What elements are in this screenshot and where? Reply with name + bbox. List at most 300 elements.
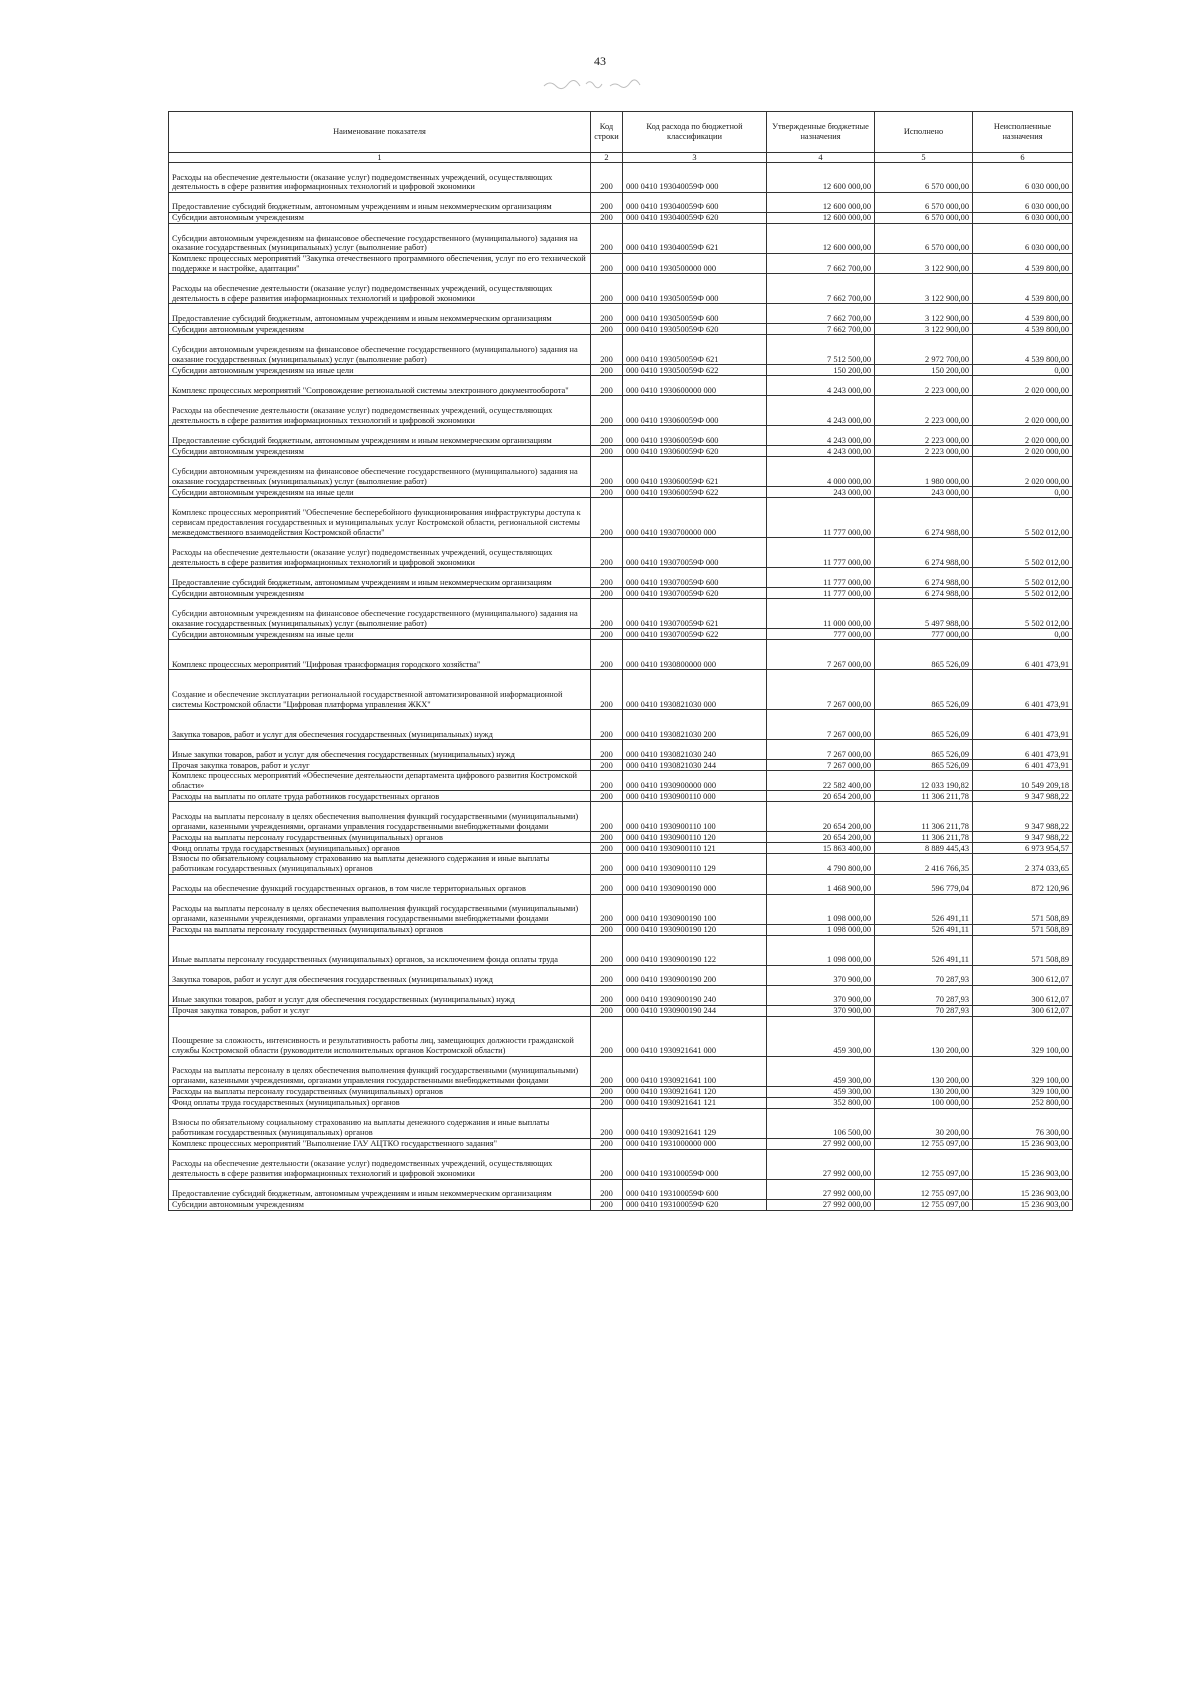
- unexecuted-amount-cell: 0,00: [973, 487, 1073, 498]
- approved-amount-cell: 370 900,00: [767, 1005, 875, 1016]
- indicator-name-cell: Субсидии автономным учреждениям на финансовое обеспечение государственного (муниципального) задания на оказание государственных (муниципальных) услуг (выполнение работ): [169, 224, 591, 254]
- indicator-name-cell: Расходы на выплаты персоналу государственных (муниципальных) органов: [169, 1086, 591, 1097]
- approved-amount-cell: 4 243 000,00: [767, 376, 875, 396]
- budget-code-cell: 000 0410 1930900110 129: [623, 854, 767, 874]
- table-row: [169, 588, 1073, 599]
- executed-amount-cell: 865 526,09: [875, 760, 973, 771]
- unexecuted-amount-cell: 300 612,07: [973, 1005, 1073, 1016]
- unexecuted-amount-cell: 252 800,00: [973, 1097, 1073, 1108]
- line-code-cell: 200: [591, 670, 623, 710]
- line-code-cell: 200: [591, 396, 623, 426]
- executed-amount-cell: 243 000,00: [875, 487, 973, 498]
- budget-code-cell: 000 0410 193070059Ф 620: [623, 588, 767, 599]
- approved-amount-cell: 370 900,00: [767, 985, 875, 1005]
- approved-amount-cell: 777 000,00: [767, 629, 875, 640]
- budget-code-cell: 000 0410 193100059Ф 620: [623, 1199, 767, 1210]
- indicator-name-cell: Комплекс процессных мероприятий "Обеспечение бесперебойного функционирования инфраструктуры доступа к сервисам предоставления государственных и муниципальных услуг Костромской области, региональной системы межведомственного взаимодействия Костромской области": [169, 498, 591, 538]
- budget-code-cell: 000 0410 1930900110 120: [623, 832, 767, 843]
- column-number-row: [169, 153, 1073, 163]
- table-row: [169, 760, 1073, 771]
- approved-amount-cell: 11 777 000,00: [767, 538, 875, 568]
- approved-amount-cell: 20 654 200,00: [767, 791, 875, 802]
- column-number: 5: [875, 153, 973, 163]
- unexecuted-amount-cell: 6 401 473,91: [973, 640, 1073, 670]
- budget-code-cell: 000 0410 193040059Ф 621: [623, 224, 767, 254]
- unexecuted-amount-cell: 15 236 903,00: [973, 1149, 1073, 1179]
- executed-amount-cell: 526 491,11: [875, 935, 973, 965]
- executed-amount-cell: 3 122 900,00: [875, 254, 973, 274]
- executed-amount-cell: 6 274 988,00: [875, 568, 973, 588]
- budget-code-cell: 000 0410 193100059Ф 600: [623, 1179, 767, 1199]
- executed-amount-cell: 2 223 000,00: [875, 396, 973, 426]
- executed-amount-cell: 11 306 211,78: [875, 802, 973, 832]
- executed-amount-cell: 1 980 000,00: [875, 457, 973, 487]
- approved-amount-cell: 1 468 900,00: [767, 874, 875, 894]
- table-row: [169, 802, 1073, 832]
- line-code-cell: 200: [591, 640, 623, 670]
- table-row: [169, 274, 1073, 304]
- line-code-cell: 200: [591, 193, 623, 213]
- unexecuted-amount-cell: 571 508,89: [973, 935, 1073, 965]
- indicator-name-cell: Субсидии автономным учреждениям на иные цели: [169, 629, 591, 640]
- indicator-name-cell: Предоставление субсидий бюджетным, автономным учреждениям и иным некоммерческим организациям: [169, 1179, 591, 1199]
- approved-amount-cell: 150 200,00: [767, 365, 875, 376]
- budget-code-cell: 000 0410 193070059Ф 600: [623, 568, 767, 588]
- budget-code-cell: 000 0410 1930600000 000: [623, 376, 767, 396]
- approved-amount-cell: 1 098 000,00: [767, 894, 875, 924]
- line-code-cell: 200: [591, 1056, 623, 1086]
- unexecuted-amount-cell: 9 347 988,22: [973, 802, 1073, 832]
- indicator-name-cell: Фонд оплаты труда государственных (муниципальных) органов: [169, 1097, 591, 1108]
- budget-code-cell: 000 0410 193060059Ф 622: [623, 487, 767, 498]
- unexecuted-amount-cell: 872 120,96: [973, 874, 1073, 894]
- table-row: [169, 965, 1073, 985]
- executed-amount-cell: 70 287,93: [875, 1005, 973, 1016]
- table-row: [169, 538, 1073, 568]
- budget-code-cell: 000 0410 1930700000 000: [623, 498, 767, 538]
- unexecuted-amount-cell: 5 502 012,00: [973, 568, 1073, 588]
- table-row: [169, 740, 1073, 760]
- budget-code-cell: 000 0410 193070059Ф 621: [623, 599, 767, 629]
- executed-amount-cell: 865 526,09: [875, 670, 973, 710]
- unexecuted-amount-cell: 6 401 473,91: [973, 710, 1073, 740]
- line-code-cell: 200: [591, 935, 623, 965]
- approved-amount-cell: 7 267 000,00: [767, 640, 875, 670]
- executed-amount-cell: 8 889 445,43: [875, 843, 973, 854]
- indicator-name-cell: Субсидии автономным учреждениям на иные цели: [169, 487, 591, 498]
- executed-amount-cell: 100 000,00: [875, 1097, 973, 1108]
- table-row: [169, 304, 1073, 324]
- unexecuted-amount-cell: 2 020 000,00: [973, 457, 1073, 487]
- table-row: [169, 640, 1073, 670]
- executed-amount-cell: 12 755 097,00: [875, 1149, 973, 1179]
- indicator-name-cell: Расходы на обеспечение деятельности (оказание услуг) подведомственных учреждений, осуществляющих деятельность в сфере развития информационных технологий и цифровой экономики: [169, 163, 591, 193]
- unexecuted-amount-cell: 329 100,00: [973, 1056, 1073, 1086]
- table-row: [169, 629, 1073, 640]
- indicator-name-cell: Закупка товаров, работ и услуг для обеспечения государственных (муниципальных) нужд: [169, 965, 591, 985]
- table-row: [169, 670, 1073, 710]
- header-executed: Исполнено: [875, 112, 973, 153]
- table-row: [169, 1138, 1073, 1149]
- line-code-cell: 200: [591, 599, 623, 629]
- indicator-name-cell: Комплекс процессных мероприятий "Сопровождение региональной системы электронного документооборота": [169, 376, 591, 396]
- line-code-cell: 200: [591, 163, 623, 193]
- table-row: [169, 457, 1073, 487]
- budget-code-cell: 000 0410 1930921641 121: [623, 1097, 767, 1108]
- approved-amount-cell: 15 863 400,00: [767, 843, 875, 854]
- budget-code-cell: 000 0410 1930900110 121: [623, 843, 767, 854]
- unexecuted-amount-cell: 15 236 903,00: [973, 1138, 1073, 1149]
- approved-amount-cell: 1 098 000,00: [767, 924, 875, 935]
- budget-execution-table: [168, 111, 1073, 1211]
- line-code-cell: 200: [591, 324, 623, 335]
- table-row: [169, 1199, 1073, 1210]
- indicator-name-cell: Предоставление субсидий бюджетным, автономным учреждениям и иным некоммерческим организациям: [169, 426, 591, 446]
- unexecuted-amount-cell: 5 502 012,00: [973, 538, 1073, 568]
- budget-code-cell: 000 0410 193040059Ф 600: [623, 193, 767, 213]
- approved-amount-cell: 459 300,00: [767, 1086, 875, 1097]
- budget-code-cell: 000 0410 193070059Ф 000: [623, 538, 767, 568]
- unexecuted-amount-cell: 2 020 000,00: [973, 426, 1073, 446]
- approved-amount-cell: 4 243 000,00: [767, 446, 875, 457]
- budget-code-cell: 000 0410 1930821030 000: [623, 670, 767, 710]
- executed-amount-cell: 865 526,09: [875, 640, 973, 670]
- table-row: [169, 710, 1073, 740]
- budget-code-cell: 000 0410 1930821030 200: [623, 710, 767, 740]
- unexecuted-amount-cell: 76 300,00: [973, 1108, 1073, 1138]
- table-row: [169, 1097, 1073, 1108]
- approved-amount-cell: 20 654 200,00: [767, 832, 875, 843]
- budget-code-cell: 000 0410 193060059Ф 600: [623, 426, 767, 446]
- line-code-cell: 200: [591, 376, 623, 396]
- table-row: [169, 213, 1073, 224]
- line-code-cell: 200: [591, 894, 623, 924]
- unexecuted-amount-cell: 15 236 903,00: [973, 1179, 1073, 1199]
- approved-amount-cell: 7 267 000,00: [767, 710, 875, 740]
- unexecuted-amount-cell: 0,00: [973, 365, 1073, 376]
- approved-amount-cell: 11 000 000,00: [767, 599, 875, 629]
- line-code-cell: 200: [591, 588, 623, 599]
- budget-code-cell: 000 0410 1930900190 200: [623, 965, 767, 985]
- table-row: [169, 498, 1073, 538]
- unexecuted-amount-cell: 571 508,89: [973, 924, 1073, 935]
- unexecuted-amount-cell: 4 539 800,00: [973, 335, 1073, 365]
- executed-amount-cell: 526 491,11: [875, 924, 973, 935]
- indicator-name-cell: Субсидии автономным учреждениям на финансовое обеспечение государственного (муниципального) задания на оказание государственных (муниципальных) услуг (выполнение работ): [169, 599, 591, 629]
- budget-code-cell: 000 0410 1930921641 120: [623, 1086, 767, 1097]
- indicator-name-cell: Субсидии автономным учреждениям: [169, 324, 591, 335]
- indicator-name-cell: Расходы на выплаты персоналу государственных (муниципальных) органов: [169, 924, 591, 935]
- page-number: 43: [594, 54, 606, 68]
- line-code-cell: 200: [591, 335, 623, 365]
- line-code-cell: 200: [591, 224, 623, 254]
- line-code-cell: 200: [591, 924, 623, 935]
- approved-amount-cell: 7 512 500,00: [767, 335, 875, 365]
- budget-code-cell: 000 0410 193100059Ф 000: [623, 1149, 767, 1179]
- table-row: [169, 324, 1073, 335]
- line-code-cell: 200: [591, 538, 623, 568]
- approved-amount-cell: 27 992 000,00: [767, 1179, 875, 1199]
- indicator-name-cell: Субсидии автономным учреждениям: [169, 588, 591, 599]
- indicator-name-cell: Расходы на обеспечение функций государственных органов, в том числе территориальных органов: [169, 874, 591, 894]
- table-row: [169, 771, 1073, 791]
- indicator-name-cell: Субсидии автономным учреждениям: [169, 213, 591, 224]
- table-row: [169, 487, 1073, 498]
- table-row: [169, 568, 1073, 588]
- indicator-name-cell: Субсидии автономным учреждениям: [169, 446, 591, 457]
- executed-amount-cell: 6 274 988,00: [875, 588, 973, 599]
- table-row: [169, 224, 1073, 254]
- table-row: [169, 599, 1073, 629]
- executed-amount-cell: 30 200,00: [875, 1108, 973, 1138]
- line-code-cell: 200: [591, 874, 623, 894]
- header-indicator-name: Наименование показателя: [169, 112, 591, 153]
- unexecuted-amount-cell: 4 539 800,00: [973, 254, 1073, 274]
- approved-amount-cell: 11 777 000,00: [767, 588, 875, 599]
- approved-amount-cell: 4 000 000,00: [767, 457, 875, 487]
- indicator-name-cell: Иные выплаты персоналу государственных (муниципальных) органов, за исключением фонда оплаты труда: [169, 935, 591, 965]
- indicator-name-cell: Фонд оплаты труда государственных (муниципальных) органов: [169, 843, 591, 854]
- budget-code-cell: 000 0410 1930900190 122: [623, 935, 767, 965]
- approved-amount-cell: 459 300,00: [767, 1016, 875, 1056]
- approved-amount-cell: 7 662 700,00: [767, 324, 875, 335]
- indicator-name-cell: Субсидии автономным учреждениям на иные цели: [169, 365, 591, 376]
- line-code-cell: 200: [591, 304, 623, 324]
- table-row: [169, 365, 1073, 376]
- unexecuted-amount-cell: 4 539 800,00: [973, 274, 1073, 304]
- indicator-name-cell: Предоставление субсидий бюджетным, автономным учреждениям и иным некоммерческим организациям: [169, 193, 591, 213]
- column-number: 1: [169, 153, 591, 163]
- approved-amount-cell: 12 600 000,00: [767, 213, 875, 224]
- header-approved: Утвержденные бюджетные назначения: [767, 112, 875, 153]
- table-row: [169, 1179, 1073, 1199]
- approved-amount-cell: 4 243 000,00: [767, 396, 875, 426]
- line-code-cell: 200: [591, 1179, 623, 1199]
- line-code-cell: 200: [591, 985, 623, 1005]
- budget-code-cell: 000 0410 1930921641 100: [623, 1056, 767, 1086]
- budget-code-cell: 000 0410 193050059Ф 622: [623, 365, 767, 376]
- table-row: [169, 396, 1073, 426]
- budget-code-cell: 000 0410 193050059Ф 000: [623, 274, 767, 304]
- column-number: 4: [767, 153, 875, 163]
- unexecuted-amount-cell: 4 539 800,00: [973, 324, 1073, 335]
- budget-code-cell: 000 0410 1930500000 000: [623, 254, 767, 274]
- table-row: [169, 843, 1073, 854]
- indicator-name-cell: Расходы на обеспечение деятельности (оказание услуг) подведомственных учреждений, осуществляющих деятельность в сфере развития информационных технологий и цифровой экономики: [169, 396, 591, 426]
- line-code-cell: 200: [591, 802, 623, 832]
- line-code-cell: 200: [591, 213, 623, 224]
- indicator-name-cell: Взносы по обязательному социальному страхованию на выплаты денежного содержания и иные выплаты работникам государственных (муниципальных) органов: [169, 1108, 591, 1138]
- table-row: [169, 1149, 1073, 1179]
- indicator-name-cell: Расходы на выплаты персоналу государственных (муниципальных) органов: [169, 832, 591, 843]
- table-row: [169, 924, 1073, 935]
- indicator-name-cell: Расходы на выплаты по оплате труда работников государственных органов: [169, 791, 591, 802]
- executed-amount-cell: 2 972 700,00: [875, 335, 973, 365]
- indicator-name-cell: Комплекс процессных мероприятий "Выполнение ГАУ АЦТКО государственного задания": [169, 1138, 591, 1149]
- budget-code-cell: 000 0410 193070059Ф 622: [623, 629, 767, 640]
- line-code-cell: 200: [591, 1097, 623, 1108]
- line-code-cell: 200: [591, 487, 623, 498]
- executed-amount-cell: 6 570 000,00: [875, 163, 973, 193]
- table-row: [169, 935, 1073, 965]
- table-row: [169, 1108, 1073, 1138]
- approved-amount-cell: 27 992 000,00: [767, 1199, 875, 1210]
- executed-amount-cell: 2 416 766,35: [875, 854, 973, 874]
- line-code-cell: 200: [591, 1199, 623, 1210]
- approved-amount-cell: 11 777 000,00: [767, 498, 875, 538]
- unexecuted-amount-cell: 2 020 000,00: [973, 376, 1073, 396]
- budget-code-cell: 000 0410 193050059Ф 620: [623, 324, 767, 335]
- line-code-cell: 200: [591, 832, 623, 843]
- budget-code-cell: 000 0410 1930900190 100: [623, 894, 767, 924]
- approved-amount-cell: 7 267 000,00: [767, 740, 875, 760]
- line-code-cell: 200: [591, 457, 623, 487]
- approved-amount-cell: 20 654 200,00: [767, 802, 875, 832]
- approved-amount-cell: 27 992 000,00: [767, 1138, 875, 1149]
- indicator-name-cell: Субсидии автономным учреждениям на финансовое обеспечение государственного (муниципального) задания на оказание государственных (муниципальных) услуг (выполнение работ): [169, 457, 591, 487]
- table-row: [169, 335, 1073, 365]
- approved-amount-cell: 12 600 000,00: [767, 163, 875, 193]
- unexecuted-amount-cell: 2 374 033,65: [973, 854, 1073, 874]
- line-code-cell: 200: [591, 446, 623, 457]
- indicator-name-cell: Предоставление субсидий бюджетным, автономным учреждениям и иным некоммерческим организациям: [169, 568, 591, 588]
- budget-code-cell: 000 0410 1930900110 000: [623, 791, 767, 802]
- table-row: [169, 1005, 1073, 1016]
- line-code-cell: 200: [591, 1138, 623, 1149]
- budget-code-cell: 000 0410 1930900190 120: [623, 924, 767, 935]
- executed-amount-cell: 6 570 000,00: [875, 193, 973, 213]
- table-row: [169, 193, 1073, 213]
- executed-amount-cell: 3 122 900,00: [875, 274, 973, 304]
- table-row: [169, 854, 1073, 874]
- unexecuted-amount-cell: 6 973 954,57: [973, 843, 1073, 854]
- indicator-name-cell: Прочая закупка товаров, работ и услуг: [169, 1005, 591, 1016]
- approved-amount-cell: 370 900,00: [767, 965, 875, 985]
- indicator-name-cell: Взносы по обязательному социальному страхованию на выплаты денежного содержания и иные выплаты работникам государственных (муниципальных) органов: [169, 854, 591, 874]
- line-code-cell: 200: [591, 254, 623, 274]
- column-number: 2: [591, 153, 623, 163]
- indicator-name-cell: Создание и обеспечение эксплуатации региональной государственной автоматизированной информационной системы Костромской области "Цифровая платформа управления ЖКХ": [169, 670, 591, 710]
- approved-amount-cell: 11 777 000,00: [767, 568, 875, 588]
- indicator-name-cell: Расходы на обеспечение деятельности (оказание услуг) подведомственных учреждений, осуществляющих деятельность в сфере развития информационных технологий и цифровой экономики: [169, 538, 591, 568]
- executed-amount-cell: 777 000,00: [875, 629, 973, 640]
- unexecuted-amount-cell: 6 401 473,91: [973, 740, 1073, 760]
- unexecuted-amount-cell: 571 508,89: [973, 894, 1073, 924]
- budget-code-cell: 000 0410 193060059Ф 000: [623, 396, 767, 426]
- table-row: [169, 1056, 1073, 1086]
- indicator-name-cell: Субсидии автономным учреждениям на финансовое обеспечение государственного (муниципального) задания на оказание государственных (муниципальных) услуг (выполнение работ): [169, 335, 591, 365]
- indicator-name-cell: Комплекс процессных мероприятий «Обеспечение деятельности департамента цифрового развития Костромской области»: [169, 771, 591, 791]
- header-row: [169, 112, 1073, 153]
- line-code-cell: 200: [591, 1016, 623, 1056]
- unexecuted-amount-cell: 0,00: [973, 629, 1073, 640]
- indicator-name-cell: Расходы на выплаты персоналу в целях обеспечения выполнения функций государственными (муниципальными) органами, казенными учреждениями, органами управления государственными внебюджетными фондами: [169, 894, 591, 924]
- approved-amount-cell: 12 600 000,00: [767, 193, 875, 213]
- approved-amount-cell: 7 662 700,00: [767, 274, 875, 304]
- unexecuted-amount-cell: 9 347 988,22: [973, 832, 1073, 843]
- unexecuted-amount-cell: 329 100,00: [973, 1086, 1073, 1097]
- executed-amount-cell: 150 200,00: [875, 365, 973, 376]
- unexecuted-amount-cell: 6 030 000,00: [973, 213, 1073, 224]
- table-row: [169, 832, 1073, 843]
- unexecuted-amount-cell: 10 549 209,18: [973, 771, 1073, 791]
- line-code-cell: 200: [591, 965, 623, 985]
- table-row: [169, 163, 1073, 193]
- unexecuted-amount-cell: 300 612,07: [973, 965, 1073, 985]
- unexecuted-amount-cell: 300 612,07: [973, 985, 1073, 1005]
- approved-amount-cell: 106 500,00: [767, 1108, 875, 1138]
- table-row: [169, 254, 1073, 274]
- budget-code-cell: 000 0410 193050059Ф 600: [623, 304, 767, 324]
- line-code-cell: 200: [591, 771, 623, 791]
- line-code-cell: 200: [591, 1086, 623, 1097]
- indicator-name-cell: Прочая закупка товаров, работ и услуг: [169, 760, 591, 771]
- line-code-cell: 200: [591, 710, 623, 740]
- line-code-cell: 200: [591, 629, 623, 640]
- indicator-name-cell: Расходы на обеспечение деятельности (оказание услуг) подведомственных учреждений, осуществляющих деятельность в сфере развития информационных технологий и цифровой экономики: [169, 274, 591, 304]
- unexecuted-amount-cell: 6 030 000,00: [973, 224, 1073, 254]
- approved-amount-cell: 243 000,00: [767, 487, 875, 498]
- header-line-code: Код строки: [591, 112, 623, 153]
- executed-amount-cell: 2 223 000,00: [875, 426, 973, 446]
- executed-amount-cell: 865 526,09: [875, 740, 973, 760]
- executed-amount-cell: 11 306 211,78: [875, 791, 973, 802]
- budget-code-cell: 000 0410 193060059Ф 620: [623, 446, 767, 457]
- executed-amount-cell: 6 274 988,00: [875, 498, 973, 538]
- executed-amount-cell: 6 570 000,00: [875, 213, 973, 224]
- approved-amount-cell: 4 790 800,00: [767, 854, 875, 874]
- unexecuted-amount-cell: 2 020 000,00: [973, 396, 1073, 426]
- executed-amount-cell: 6 274 988,00: [875, 538, 973, 568]
- line-code-cell: 200: [591, 843, 623, 854]
- indicator-name-cell: Иные закупки товаров, работ и услуг для обеспечения государственных (муниципальных) нужд: [169, 985, 591, 1005]
- indicator-name-cell: Расходы на выплаты персоналу в целях обеспечения выполнения функций государственными (муниципальными) органами, казенными учреждениями, органами управления государственными внебюджетными фондами: [169, 802, 591, 832]
- indicator-name-cell: Субсидии автономным учреждениям: [169, 1199, 591, 1210]
- line-code-cell: 200: [591, 760, 623, 771]
- line-code-cell: 200: [591, 1005, 623, 1016]
- executed-amount-cell: 6 570 000,00: [875, 224, 973, 254]
- executed-amount-cell: 5 497 988,00: [875, 599, 973, 629]
- executed-amount-cell: 12 755 097,00: [875, 1199, 973, 1210]
- unexecuted-amount-cell: 4 539 800,00: [973, 304, 1073, 324]
- line-code-cell: 200: [591, 568, 623, 588]
- budget-code-cell: 000 0410 1930900110 100: [623, 802, 767, 832]
- unexecuted-amount-cell: 329 100,00: [973, 1016, 1073, 1056]
- indicator-name-cell: Предоставление субсидий бюджетным, автономным учреждениям и иным некоммерческим организациям: [169, 304, 591, 324]
- executed-amount-cell: 3 122 900,00: [875, 304, 973, 324]
- unexecuted-amount-cell: 6 030 000,00: [973, 193, 1073, 213]
- unexecuted-amount-cell: 6 030 000,00: [973, 163, 1073, 193]
- budget-code-cell: 000 0410 1930821030 240: [623, 740, 767, 760]
- budget-code-cell: 000 0410 1930821030 244: [623, 760, 767, 771]
- budget-code-cell: 000 0410 1930800000 000: [623, 640, 767, 670]
- table-row: [169, 985, 1073, 1005]
- indicator-name-cell: Закупка товаров, работ и услуг для обеспечения государственных (муниципальных) нужд: [169, 710, 591, 740]
- executed-amount-cell: 130 200,00: [875, 1016, 973, 1056]
- indicator-name-cell: Поощрение за сложность, интенсивность и результативность работы лиц, замещающих должности гражданской службы Костромской области (руководители исполнительных органов Костромской области): [169, 1016, 591, 1056]
- table-row: [169, 426, 1073, 446]
- unexecuted-amount-cell: 15 236 903,00: [973, 1199, 1073, 1210]
- unexecuted-amount-cell: 6 401 473,91: [973, 670, 1073, 710]
- unexecuted-amount-cell: 5 502 012,00: [973, 599, 1073, 629]
- executed-amount-cell: 12 755 097,00: [875, 1179, 973, 1199]
- executed-amount-cell: 2 223 000,00: [875, 376, 973, 396]
- approved-amount-cell: 27 992 000,00: [767, 1149, 875, 1179]
- table-row: [169, 791, 1073, 802]
- budget-code-cell: 000 0410 1930900190 000: [623, 874, 767, 894]
- header-unexecuted: Неисполненные назначения: [973, 112, 1073, 153]
- line-code-cell: 200: [591, 740, 623, 760]
